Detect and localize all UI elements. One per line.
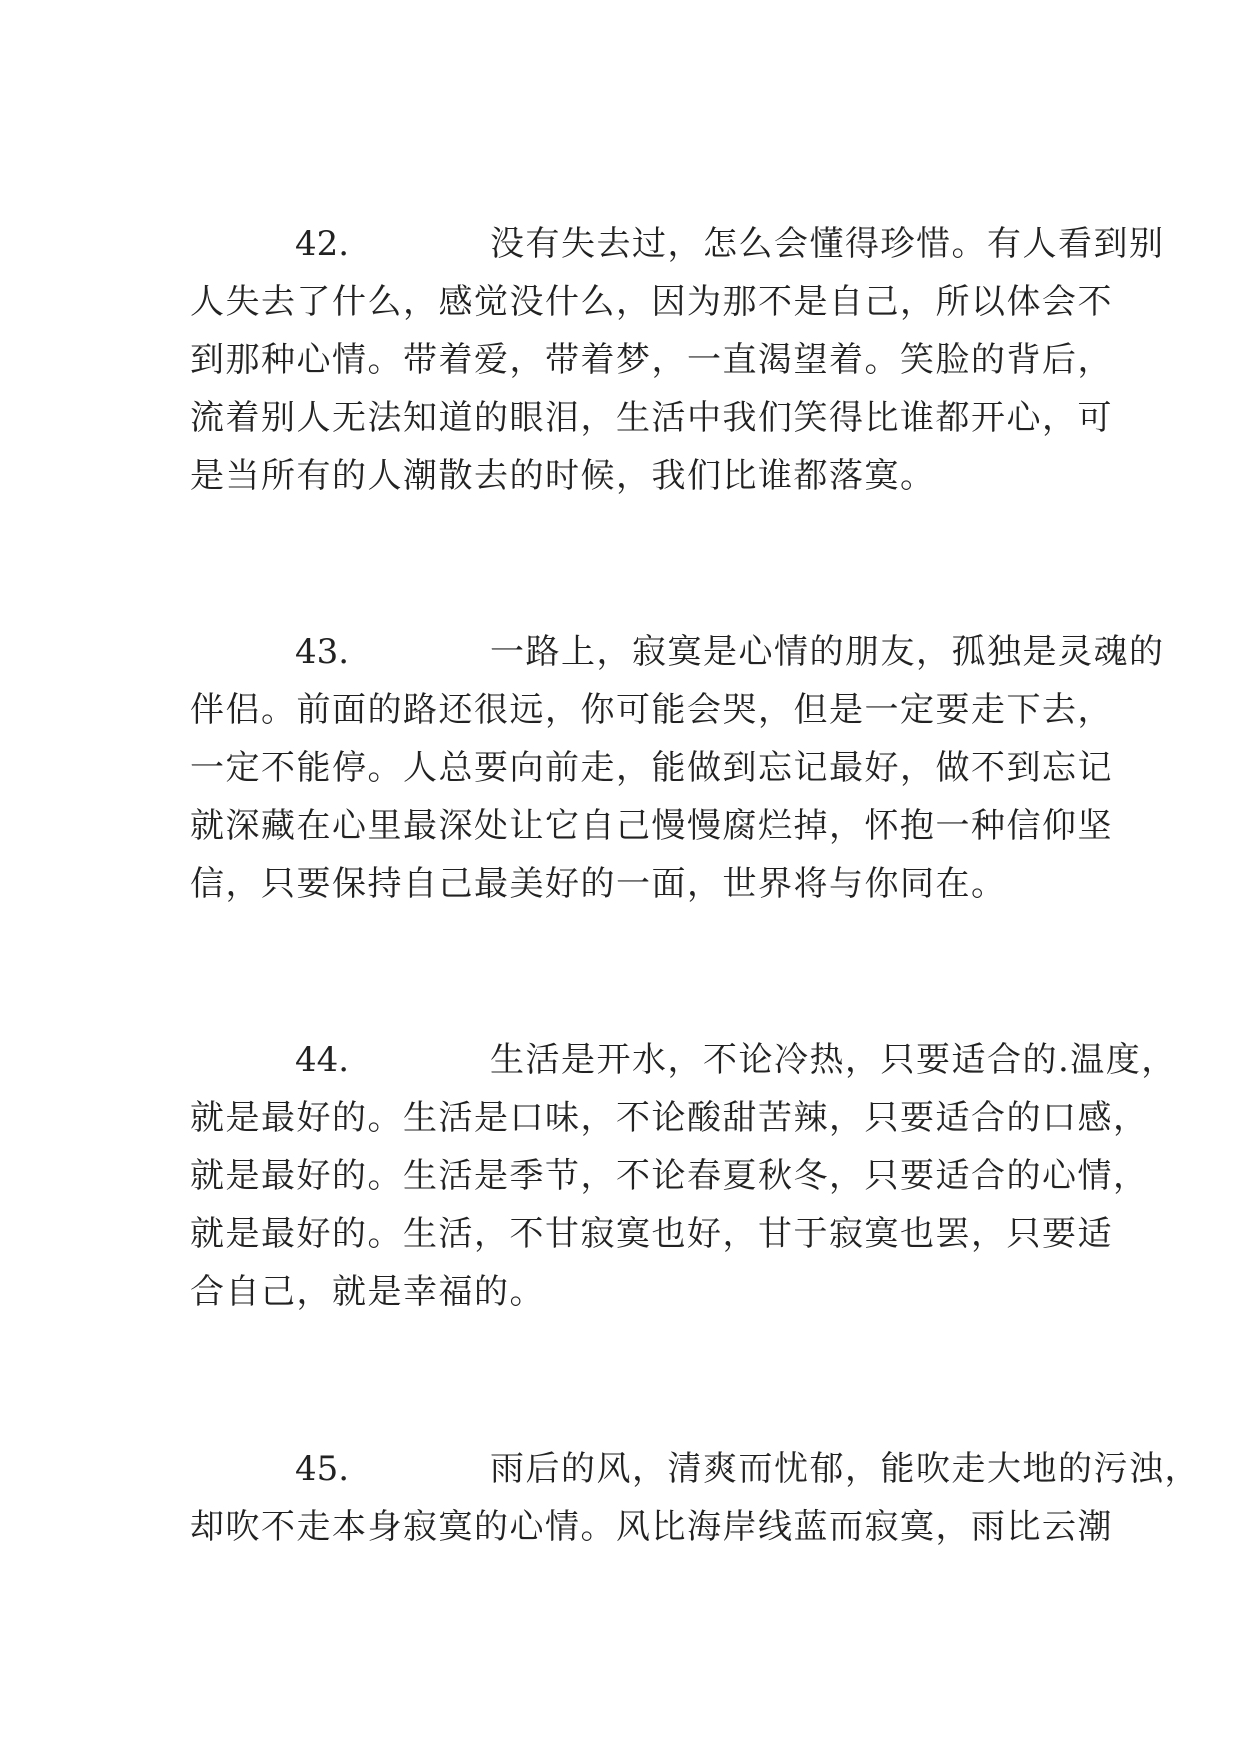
paragraph-number: 44. <box>295 1040 350 1080</box>
paragraph-line: 合自己，就是幸福的。 <box>190 1272 545 1312</box>
paragraph-first-line <box>190 623 1165 681</box>
paragraph-line: 就是最好的。生活，不甘寂寞也好，甘于寂寞也罢，只要适 <box>190 1214 1113 1254</box>
paragraph-line: 就是最好的。生活是口味，不论酸甜苦辣，只要适合的口感， <box>190 1098 1149 1138</box>
paragraph-line: 到那种心情。带着爱，带着梦，一直渴望着。笑脸的背后， <box>190 340 1113 380</box>
paragraph-line: 就深藏在心里最深处让它自己慢慢腐烂掉，怀抱一种信仰坚 <box>190 806 1113 846</box>
paragraph-line-text: 生活是开水，不论冷热，只要适合的.温度， <box>490 1040 1177 1080</box>
paragraph-line: 伴侣。前面的路还很远，你可能会哭，但是一定要走下去， <box>190 690 1113 730</box>
paragraph-line: 就是最好的。生活是季节，不论春夏秋冬，只要适合的心情， <box>190 1156 1149 1196</box>
paragraph-first-line <box>190 215 1165 273</box>
paragraph-line: 是当所有的人潮散去的时候，我们比谁都落寞。 <box>190 456 936 496</box>
paragraph-line-text: 没有失去过，怎么会懂得珍惜。有人看到别 <box>490 224 1165 264</box>
paragraph-first-line <box>190 1031 1177 1089</box>
paragraph-line: 却吹不走本身寂寞的心情。风比海岸线蓝而寂寞，雨比云潮 <box>190 1507 1113 1547</box>
paragraph-line: 人失去了什么，感觉没什么，因为那不是自己，所以体会不 <box>190 282 1113 322</box>
paragraph-number: 43. <box>295 632 350 672</box>
paragraph-45 <box>190 1440 1200 1556</box>
paragraph-line: 信，只要保持自己最美好的一面，世界将与你同在。 <box>190 864 1007 904</box>
paragraph-line: 一定不能停。人总要向前走，能做到忘记最好，做不到忘记 <box>190 748 1113 788</box>
paragraph-42 <box>190 215 1165 505</box>
paragraph-43 <box>190 623 1165 913</box>
paragraph-line-text: 雨后的风，清爽而忧郁，能吹走大地的污浊， <box>490 1449 1200 1489</box>
paragraph-44 <box>190 1031 1177 1321</box>
paragraph-line-text: 一路上，寂寞是心情的朋友，孤独是灵魂的 <box>490 632 1165 672</box>
paragraph-number: 42. <box>295 224 350 264</box>
paragraph-line: 流着别人无法知道的眼泪，生活中我们笑得比谁都开心，可 <box>190 398 1113 438</box>
paragraph-first-line <box>190 1440 1200 1498</box>
paragraph-number: 45. <box>295 1449 350 1489</box>
